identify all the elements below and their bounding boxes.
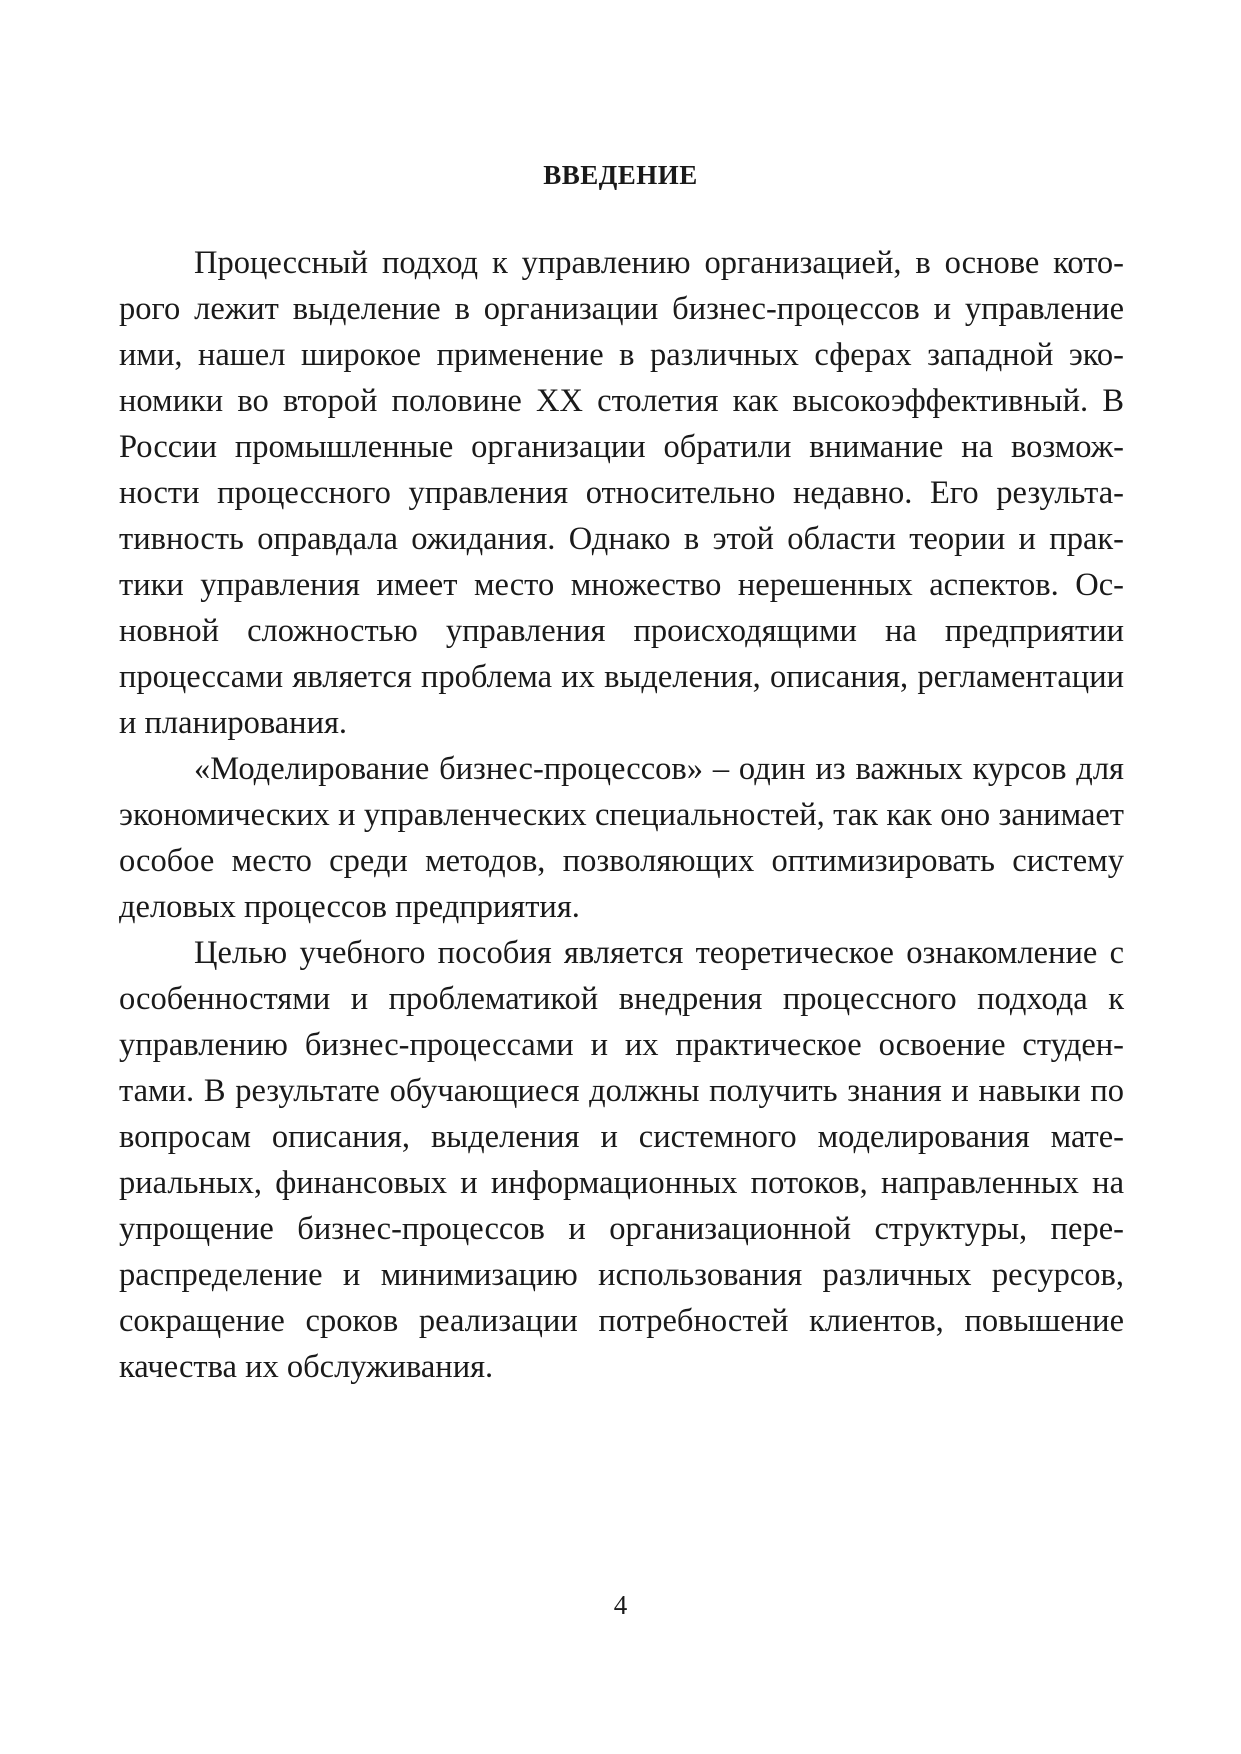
page-number: 4 xyxy=(613,1590,628,1620)
paragraph-course: «Моделирование бизнес-процессов» – один из важных курсов для экономических и управленческих специальностей, так как оно занимает особое место среди методов, позволяющих оптимизировать систему деловых процессов предприятия. xyxy=(119,751,1124,925)
section-heading: ВВЕДЕНИЕ xyxy=(543,160,698,190)
body-text xyxy=(119,240,1124,1390)
paragraph-intro: Процессный подход к управлению организацией, в основе которого лежит выделение в организации бизнес-процессов и управление ими, нашел широкое применение в различных сферах западной экономики во второй половине XX столетия как высокоэффективный. В России промышленные организации обратили внимание на возможности процессного управления относительно недавно. Его результативность оправдала ожидания. Однако в этой области теории и практики управления имеет место множество нерешенных аспектов. Основной сложностью управления происходящими на предприятии процессами является проблема их выделения, описания, регламентации и планирования. xyxy=(119,245,1124,741)
paragraph-goal: Целью учебного пособия является теоретическое ознакомление с особенностями и проблематикой внедрения процессного подхода к управлению бизнес-процессами и их практическое освоение студентами. В результате обучающиеся должны получить знания и навыки по вопросам описания, выделения и системного моделирования материальных, финансовых и информационных потоков, направленных на упрощение бизнес-процессов и организационной структуры, перераспределение и минимизацию использования различных ресурсов, сокращение сроков реализации потребностей клиентов, повышение качества их обслуживания. xyxy=(119,935,1124,1385)
